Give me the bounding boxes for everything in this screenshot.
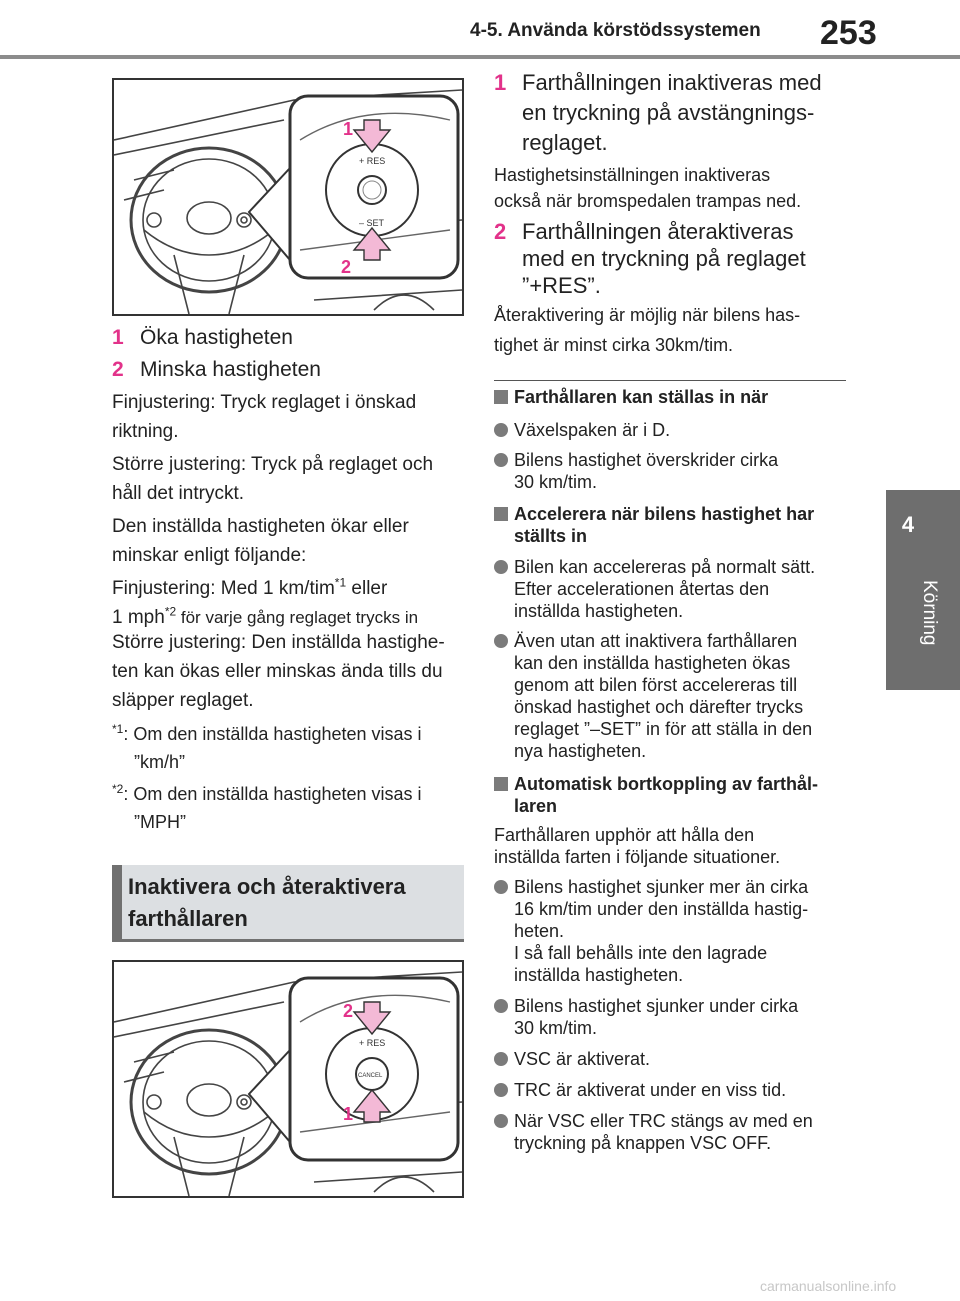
list-item: Bilens hastighet sjunker under cirka 30 km/tim. [494, 995, 854, 1039]
list-item: Även utan att inaktivera farthållaren kan den inställda hastigheten ökas genom att bilen först accelereras till önskad hastighet och därefter trycks reglaget ”–SET” in för att ställa in den nya hastigheten. [494, 630, 854, 762]
step-text: Minska hastigheten [140, 358, 321, 381]
steering-wheel-illustration [114, 962, 462, 1196]
step-text: en tryckning på avstängnings- [522, 100, 815, 125]
text-line: Finjustering: Tryck reglaget i önskad [112, 392, 417, 413]
footnote: $^{*1}$: Om den inställda hastigheten visas i ”km/h” [112, 722, 422, 772]
chapter-number: 4 [901, 512, 915, 537]
step-number: 2 [494, 219, 507, 244]
subheading: Automatisk bortkoppling av farthål- laren [494, 773, 854, 817]
page-number: 253 [820, 14, 877, 52]
paragraph [112, 512, 464, 570]
footnote: $^{*2}$: Om den inställda hastigheten visas i ”MPH” [112, 782, 422, 832]
step-text: reglaget. [522, 130, 608, 155]
res-label: + RES [359, 1038, 386, 1048]
text-line: släpper reglaget. [112, 690, 254, 711]
figure-speed-adjust [112, 78, 464, 316]
step-item [112, 354, 464, 385]
step-text: Farthållningen återaktiveras [522, 219, 794, 244]
list-item: Bilens hastighet sjunker mer än cirka 16 km/tim under den inställda hastig- heten. I så fall behålls inte den lagrade inställda hastigheten. [494, 876, 854, 986]
steering-wheel-illustration [114, 80, 462, 314]
figure-label-1: 1 [343, 1104, 354, 1124]
text-line: Finjustering: Med 1 km/tim$^{*1}$ eller [112, 575, 388, 599]
text-line: 1 mph$^{*2}$ för varje gång reglaget trycks in [112, 604, 419, 628]
square-bullet-icon [494, 390, 508, 404]
section-underline [112, 939, 464, 942]
paragraph [112, 388, 464, 446]
paragraph [112, 628, 464, 715]
figure-label-2: 2 [343, 1001, 354, 1021]
step-item [494, 68, 854, 158]
bullet-dot-icon [494, 1083, 508, 1097]
text-line: riktning. [112, 421, 179, 442]
list-item: Bilens hastighet överskrider cirka 30 km/tim. [494, 449, 854, 493]
list-item: När VSC eller TRC stängs av med en tryckning på knappen VSC OFF. [494, 1110, 854, 1154]
cancel-label: CANCEL [358, 1073, 383, 1079]
bullet-dot-icon [494, 1052, 508, 1066]
step-text: Farthållningen inaktiveras med [522, 70, 822, 95]
bullet-dot-icon [494, 453, 508, 467]
square-bullet-icon [494, 777, 508, 791]
set-label: – SET [359, 218, 385, 228]
step-text: Öka hastigheten [140, 326, 293, 349]
section-title: Inaktivera och återaktivera farthållaren [128, 874, 406, 931]
paragraph: Farthållaren upphör att hålla den inställda farten i följande situationer. [494, 825, 781, 867]
step-text: med en tryckning på reglaget [522, 246, 806, 271]
list-item: TRC är aktiverat under en viss tid. [494, 1079, 854, 1101]
step-item [112, 322, 464, 353]
divider [494, 380, 846, 381]
paragraph [112, 450, 464, 508]
text-line: håll det intryckt. [112, 483, 244, 504]
bullet-dot-icon [494, 634, 508, 648]
section-heading: 4-5. Använda körstödssystemen [470, 20, 761, 41]
figure-label-1: 1 [343, 119, 354, 139]
bullet-dot-icon [494, 880, 508, 894]
section-title-box [112, 865, 464, 941]
step-item [494, 218, 854, 299]
step-number: 1 [494, 70, 507, 95]
step-text: ”+RES”. [522, 273, 601, 298]
page-header [0, 0, 960, 58]
watermark: carmanualsonline.info [760, 1278, 897, 1294]
text-line: minskar enligt följande: [112, 545, 307, 566]
note: Återaktivering är möjlig när bilens has- tighet är minst cirka 30km/tim. [494, 305, 801, 355]
paragraph [112, 574, 464, 632]
bullet-dot-icon [494, 560, 508, 574]
subheading: Farthållaren kan ställas in när [494, 386, 854, 408]
section-accent [112, 865, 122, 941]
text-line: Större justering: Tryck på reglaget och [112, 454, 434, 475]
header-rule [0, 55, 960, 59]
list-item: Växelspaken är i D. [494, 419, 854, 441]
bullet-dot-icon [494, 1114, 508, 1128]
text-line: Större justering: Den inställda hastighe- [112, 632, 445, 653]
bullet-dot-icon [494, 423, 508, 437]
figure-label-2: 2 [341, 257, 352, 277]
figure-cancel [112, 960, 464, 1198]
note: Hastighetsinställningen inaktiveras också när bromspedalen trampas ned. [494, 165, 802, 211]
text-line: ten kan ökas eller minskas ända tills du [112, 661, 443, 682]
subheading: Accelerera när bilens hastighet har ställts in [494, 503, 854, 547]
step-number: 2 [112, 358, 124, 381]
list-item: VSC är aktiverat. [494, 1048, 854, 1070]
square-bullet-icon [494, 507, 508, 521]
res-label: + RES [359, 156, 386, 166]
step-number: 1 [112, 326, 124, 349]
bullet-dot-icon [494, 999, 508, 1013]
list-item: Bilen kan accelereras på normalt sätt. Efter accelerationen återtas den inställda hastigheten. [494, 556, 854, 622]
text-line: Den inställda hastigheten ökar eller [112, 516, 409, 537]
chapter-label: Körning [919, 580, 940, 646]
